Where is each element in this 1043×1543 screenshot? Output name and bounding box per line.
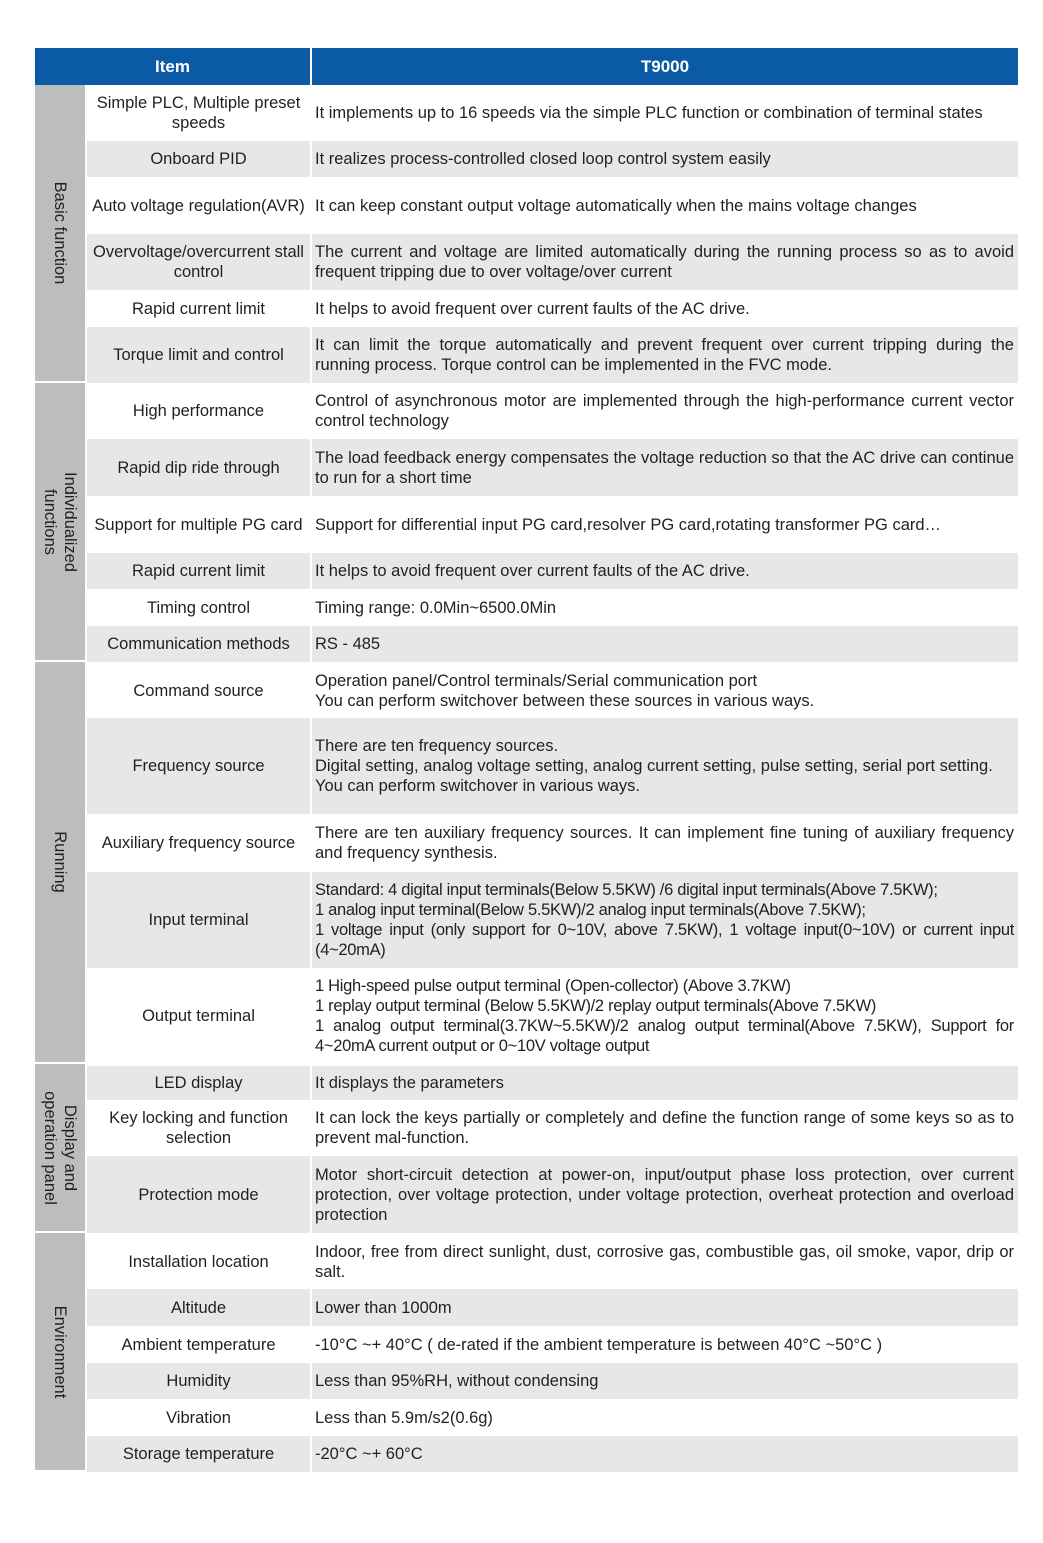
- row-desc: It can lock the keys partially or completely and define the function range of some keys so as to prevent mal-function.: [312, 1100, 1018, 1156]
- table-row: [35, 327, 1018, 383]
- row-item: High performance: [87, 383, 312, 439]
- row-desc: RS - 485: [312, 626, 1018, 662]
- table-row: [35, 553, 1018, 589]
- category-label: Display and operation panel: [41, 1090, 79, 1205]
- table-row: [35, 496, 1018, 553]
- row-desc: It displays the parameters: [312, 1064, 1018, 1100]
- table-row: [35, 1436, 1018, 1472]
- header-model: T9000: [312, 48, 1018, 85]
- row-desc: [312, 968, 1018, 1064]
- category-display-operation-panel: [35, 1064, 87, 1233]
- table-row: [35, 1363, 1018, 1399]
- table-row: [35, 439, 1018, 496]
- row-item: Output terminal: [87, 968, 312, 1064]
- table-row: [35, 1064, 1018, 1100]
- row-item: Protection mode: [87, 1156, 312, 1233]
- row-desc: It helps to avoid frequent over current faults of the AC drive.: [312, 553, 1018, 589]
- row-item: Rapid current limit: [87, 290, 312, 327]
- table-row: [35, 872, 1018, 968]
- desc-line: 1 High-speed pulse output terminal (Open-collector) (Above 3.7KW): [315, 977, 791, 995]
- row-desc: Control of asynchronous motor are implemented through the high-performance current vector control technology: [312, 383, 1018, 439]
- table-row: [35, 589, 1018, 626]
- row-item: Simple PLC, Multiple preset speeds: [87, 85, 312, 141]
- row-item: Support for multiple PG card: [87, 496, 312, 553]
- row-item: Altitude: [87, 1289, 312, 1326]
- row-desc: It realizes process-controlled closed loop control system easily: [312, 141, 1018, 177]
- row-desc: The current and voltage are limited automatically during the running process so as to avoid frequent tripping due to over voltage/over current: [312, 234, 1018, 290]
- table-row: [35, 1289, 1018, 1326]
- row-desc: Timing range: 0.0Min~6500.0Min: [312, 589, 1018, 626]
- desc-line: There are ten frequency sources.: [315, 737, 559, 755]
- row-item: Storage temperature: [87, 1436, 312, 1472]
- row-item: Timing control: [87, 589, 312, 626]
- row-item: Ambient temperature: [87, 1326, 312, 1363]
- category-label: Basic function: [51, 181, 69, 285]
- desc-line: Operation panel/Control terminals/Serial communication port: [315, 672, 758, 690]
- row-desc: Lower than 1000m: [312, 1289, 1018, 1326]
- row-desc: Motor short-circuit detection at power-on, input/output phase loss protection, over current protection, over voltage protection, under voltage protection, overheat protection and overload protection: [312, 1156, 1018, 1233]
- table-row: [35, 290, 1018, 327]
- row-item: Torque limit and control: [87, 327, 312, 383]
- category-individualized-functions: [35, 383, 87, 662]
- table-row: [35, 177, 1018, 234]
- desc-line: 1 replay output terminal (Below 5.5KW)/2 replay output terminals(Above 7.5KW): [315, 997, 877, 1015]
- row-desc: -20°C ~+ 60°C: [312, 1436, 1018, 1472]
- table-row: [35, 1156, 1018, 1233]
- category-basic-function: [35, 85, 87, 383]
- row-item: Frequency source: [87, 718, 312, 814]
- row-desc: There are ten auxiliary frequency sources. It can implement fine tuning of auxiliary frequency and frequency synthesis.: [312, 814, 1018, 872]
- table-row: [35, 141, 1018, 177]
- desc-line: You can perform switchover between these sources in various ways.: [315, 692, 815, 710]
- row-item: Installation location: [87, 1233, 312, 1289]
- table-row: [35, 1399, 1018, 1436]
- table-row: [35, 814, 1018, 872]
- desc-line: You can perform switchover in various ways.: [315, 777, 640, 795]
- table-row: [35, 662, 1018, 718]
- desc-line: Digital setting, analog voltage setting, analog current setting, pulse setting, serial port setting.: [315, 757, 993, 775]
- row-item: Command source: [87, 662, 312, 718]
- desc-line: 1 analog input terminal(Below 5.5KW)/2 analog input terminals(Above 7.5KW);: [315, 901, 866, 919]
- table-row: [35, 718, 1018, 814]
- row-desc: Indoor, free from direct sunlight, dust, corrosive gas, combustible gas, oil smoke, vapor, drip or salt.: [312, 1233, 1018, 1289]
- row-item: Communication methods: [87, 626, 312, 662]
- row-desc: It helps to avoid frequent over current faults of the AC drive.: [312, 290, 1018, 327]
- category-label: Running: [51, 831, 69, 893]
- row-item: Vibration: [87, 1399, 312, 1436]
- row-desc: -10°C ~+ 40°C ( de-rated if the ambient temperature is between 40°C ~50°C ): [312, 1326, 1018, 1363]
- row-desc: Support for differential input PG card,resolver PG card,rotating transformer PG card…: [312, 496, 1018, 553]
- row-desc: [312, 872, 1018, 968]
- row-item: Auto voltage regulation(AVR): [87, 177, 312, 234]
- row-desc: [312, 662, 1018, 718]
- row-item: Rapid current limit: [87, 553, 312, 589]
- row-item: Rapid dip ride through: [87, 439, 312, 496]
- row-desc: The load feedback energy compensates the voltage reduction so that the AC drive can continue to run for a short time: [312, 439, 1018, 496]
- row-desc: It can keep constant output voltage automatically when the mains voltage changes: [312, 177, 1018, 234]
- row-item: Onboard PID: [87, 141, 312, 177]
- category-running: [35, 662, 87, 1064]
- desc-line: Standard: 4 digital input terminals(Below 5.5KW) /6 digital input terminals(Above 7.5KW);: [315, 881, 938, 899]
- table-row: [35, 968, 1018, 1064]
- row-item: Overvoltage/overcurrent stall control: [87, 234, 312, 290]
- row-desc: It implements up to 16 speeds via the simple PLC function or combination of terminal states: [312, 85, 1018, 141]
- table-row: [35, 626, 1018, 662]
- row-desc: [312, 718, 1018, 814]
- table-row: [35, 1326, 1018, 1363]
- header-item: Item: [35, 48, 312, 85]
- table-row: [35, 234, 1018, 290]
- desc-line: 1 voltage input (only support for 0~10V, above 7.5KW), 1 voltage input(0~10V) or current input (4~20mA): [315, 921, 1014, 959]
- category-environment: [35, 1233, 87, 1472]
- table-row: [35, 1233, 1018, 1289]
- spec-table: [35, 48, 1018, 1472]
- category-label: Environment: [51, 1305, 69, 1398]
- row-item: Key locking and function selection: [87, 1100, 312, 1156]
- row-item: Humidity: [87, 1363, 312, 1399]
- row-desc: It can limit the torque automatically and prevent frequent over current tripping during the running process. Torque control can be implemented in the FVC mode.: [312, 327, 1018, 383]
- table-row: [35, 383, 1018, 439]
- row-desc: Less than 95%RH, without condensing: [312, 1363, 1018, 1399]
- category-label: Individualized functions: [41, 471, 79, 572]
- header-row: [35, 48, 1018, 85]
- row-item: Auxiliary frequency source: [87, 814, 312, 872]
- row-item: Input terminal: [87, 872, 312, 968]
- table-row: [35, 1100, 1018, 1156]
- table-row: [35, 85, 1018, 141]
- desc-line: 1 analog output terminal(3.7KW~5.5KW)/2 analog output terminal(Above 7.5KW), Support for 4~20mA current output or 0~10V voltage output: [315, 1017, 1014, 1055]
- row-item: LED display: [87, 1064, 312, 1100]
- row-desc: Less than 5.9m/s2(0.6g): [312, 1399, 1018, 1436]
